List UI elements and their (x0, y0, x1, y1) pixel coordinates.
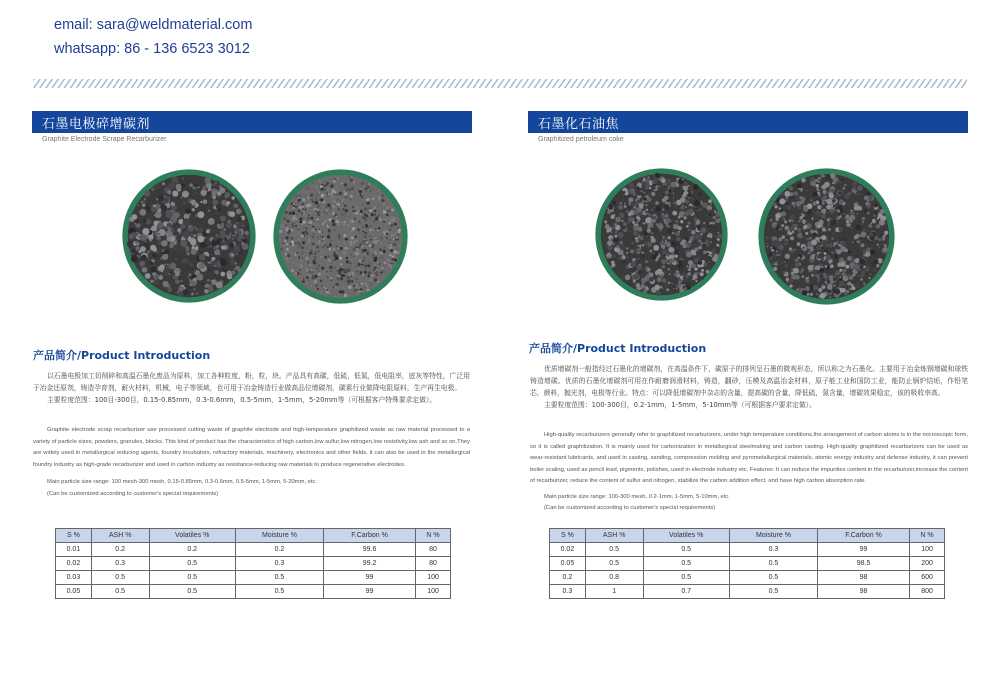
table-row (550, 557, 945, 571)
particle-size-en: Main particle size range: 100-300 mesh, 0.2-1mm, 1-5mm, 5-10mm, etc. (544, 493, 730, 500)
table-cell: 0.3 (550, 585, 586, 599)
description-cn-para1: 以石墨电极加工切削碎和高温石墨化废品为原料，加工各种粒度，粉，粒，块。产品具有高碳，低硫，低氮，低电阻率，底灰等特性，广泛用于冶金还原剂，铸造孕育剂，耐火材料，机械，电子等领域，也可用于冶金铸造行业做高品位增碳剂，碳素行业做降电阻原料，生产再生电极。 (33, 372, 470, 392)
table-row (550, 571, 945, 585)
particle-size-en: Main particle size range: 100 mesh-300 mesh, 0.15-0.85mm, 0.3-0.6mm, 0.5-5mm, 1-5mm, 5-20mm, etc. (47, 479, 317, 485)
table-row (56, 557, 451, 571)
product-photo-coarse-granules (121, 168, 257, 304)
table-cell: 0.02 (550, 543, 586, 557)
table-cell: 0.3 (235, 557, 323, 571)
table-cell: 99 (324, 585, 416, 599)
table-cell: 0.7 (643, 585, 729, 599)
table-cell: 0.2 (91, 543, 149, 557)
table-header-row (56, 529, 451, 543)
table-header: N % (416, 529, 451, 543)
table-cell: 200 (910, 557, 945, 571)
table-cell: 0.2 (550, 571, 586, 585)
table-cell: 0.5 (643, 571, 729, 585)
table-cell: 0.5 (149, 557, 235, 571)
table-cell: 800 (910, 585, 945, 599)
description-cn-para2: 主要粒度范围：100目-300目，0.15-0.85mm，0.3-0.6mm，0.5-5mm，1-5mm，5-20mm等（可根据客户特殊要求定做）。 (47, 396, 437, 404)
table-cell: 98 (818, 571, 910, 585)
table-header: Volatiles % (149, 529, 235, 543)
table-header: Moisture % (729, 529, 817, 543)
table-cell: 99 (818, 543, 910, 557)
product-title-en: Graphite Electrode Scrape Recarburizer (42, 136, 167, 143)
table-header: F.Carbon % (818, 529, 910, 543)
description-cn-left (33, 370, 470, 406)
table-cell: 100 (416, 585, 451, 599)
table-header: ASH % (91, 529, 149, 543)
table-cell: 0.5 (643, 543, 729, 557)
table-cell: 0.03 (56, 571, 92, 585)
table-cell: 80 (416, 557, 451, 571)
product-title-en: Graphitized petroleum coke (538, 136, 624, 143)
product-panel-graphitized-petroleum-coke (528, 111, 968, 143)
table-header: N % (910, 529, 945, 543)
intro-heading-left: 产品简介/Product Introduction (33, 349, 211, 362)
description-en-para1: High-quality recarburizers generally refer to graphitized recarburizers, under high temperature conditions,the arrangement of carbon atoms is in the microscopic form, so it is called graphitization. It is mainly used for carbonization in metallurgical steelmaking and carbon casting. High-quality graphitized recarburizers can be used as wear-resistant lubricants, and used in casting, sanding, compression molding and pyrometallurgical materials, atomic energy industry and defense industry, it can prevent boiler scaling, used as pencil lead, pigments, polishes, used in electrode industry etc. Features: It can reduce the impurities content in the recarburizer,increase the content of recarburizer, reduce the content of sulfur and nitrogen, stabilize the carbon addition effect, and have high carbon absorption rate. (530, 432, 968, 484)
table-header: S % (550, 529, 586, 543)
spec-table-right (549, 528, 945, 599)
table-header: Moisture % (235, 529, 323, 543)
description-en-left (33, 425, 470, 500)
table-cell: 600 (910, 571, 945, 585)
description-en-para1: Graphite electrode scrap recarburizer use processed cutting waste of graphite electrode and high-temperature graphitized waste as raw material processed to a variety of particle sizes, powders, granules, blocks. This kind of product has the characteristics of high carbon,low sulfur,low nitrogen,low resistivity,low ash and so on.They are widely used in metallurgical reducing agents, foundry incubators, refractory materials, machinery, electronics and other fields, it can also be used in the metallurgical foundry industry as high-grade recarburizer and used in carbon industry as resistance-reducing raw materials to produce regenerative electrodes. (33, 427, 471, 468)
table-cell: 0.5 (729, 571, 817, 585)
table-cell: 99.6 (324, 543, 416, 557)
whatsapp-contact[interactable]: whatsapp: 86 - 136 6523 3012 (54, 41, 250, 57)
table-cell: 0.3 (729, 543, 817, 557)
table-cell: 1 (585, 585, 643, 599)
table-cell: 0.5 (585, 557, 643, 571)
table-header: F.Carbon % (324, 529, 416, 543)
table-cell: 98 (818, 585, 910, 599)
table-cell: 0.5 (149, 585, 235, 599)
description-cn-right (530, 363, 968, 411)
table-cell: 0.5 (729, 557, 817, 571)
table-cell: 99 (324, 571, 416, 585)
product-photo-fine-powder (272, 168, 409, 305)
table-cell: 0.05 (550, 557, 586, 571)
customization-note-en: (Can be customized according to customer's special requirements) (47, 490, 219, 497)
description-en-right (530, 430, 968, 515)
table-header-row (550, 529, 945, 543)
table-cell: 0.5 (235, 571, 323, 585)
description-cn-para1: 优质增碳剂一般指经过石墨化的增碳剂，在高温条件下，碳原子的排列呈石墨的微观形态，所以称之为石墨化。主要用于冶金炼钢增碳和球铁铸造增碳。优质的石墨化增碳剂可用在作耐磨润滑材料，铸造，翻砂，压模及高温冶金材料，原子能工业和国防工业，能防止锅炉结垢，作铅笔芯，颜料，抛光剂，电极等行业。特点：可以降低增碳剂中杂志的含量，提高碳的含量，降低硫，氮含量，增碳效果稳定，该的吸收率高。 (530, 365, 968, 397)
table-cell: 0.01 (56, 543, 92, 557)
decorative-stripe-divider (33, 79, 967, 88)
table-header: Volatiles % (643, 529, 729, 543)
table-row (550, 585, 945, 599)
table-row (56, 585, 451, 599)
table-cell: 99.2 (324, 557, 416, 571)
table-header: S % (56, 529, 92, 543)
table-row (56, 543, 451, 557)
table-cell: 0.2 (235, 543, 323, 557)
product-photo-coke-granules-1 (594, 167, 729, 302)
table-row (56, 571, 451, 585)
table-cell: 0.5 (643, 557, 729, 571)
table-cell: 80 (416, 543, 451, 557)
table-cell: 0.5 (91, 571, 149, 585)
email-contact[interactable]: email: sara@weldmaterial.com (54, 17, 253, 33)
intro-heading-right: 产品简介/Product Introduction (529, 342, 707, 355)
product-title-cn: 石墨化石油焦 (528, 111, 968, 133)
spec-table-left (55, 528, 451, 599)
product-photo-coke-granules-2 (757, 167, 896, 306)
table-cell: 0.05 (56, 585, 92, 599)
table-cell: 0.2 (149, 543, 235, 557)
description-cn-para2: 主要粒度范围：100-300目，0.2-1mm，1-5mm，5-10mm等（可根据客户要求定做）。 (544, 401, 816, 409)
table-cell: 0.5 (729, 585, 817, 599)
table-row (550, 543, 945, 557)
table-cell: 0.5 (149, 571, 235, 585)
product-title-cn: 石墨电极碎增碳剂 (32, 111, 472, 133)
customization-note-en: (Can be customized according to customer's special requirements) (544, 505, 716, 511)
table-cell: 0.5 (585, 543, 643, 557)
table-header: ASH % (585, 529, 643, 543)
table-cell: 98.5 (818, 557, 910, 571)
table-cell: 0.02 (56, 557, 92, 571)
table-cell: 100 (416, 571, 451, 585)
product-panel-graphite-electrode (32, 111, 472, 143)
table-cell: 100 (910, 543, 945, 557)
table-cell: 0.3 (91, 557, 149, 571)
table-cell: 0.5 (91, 585, 149, 599)
table-cell: 0.8 (585, 571, 643, 585)
table-cell: 0.5 (235, 585, 323, 599)
